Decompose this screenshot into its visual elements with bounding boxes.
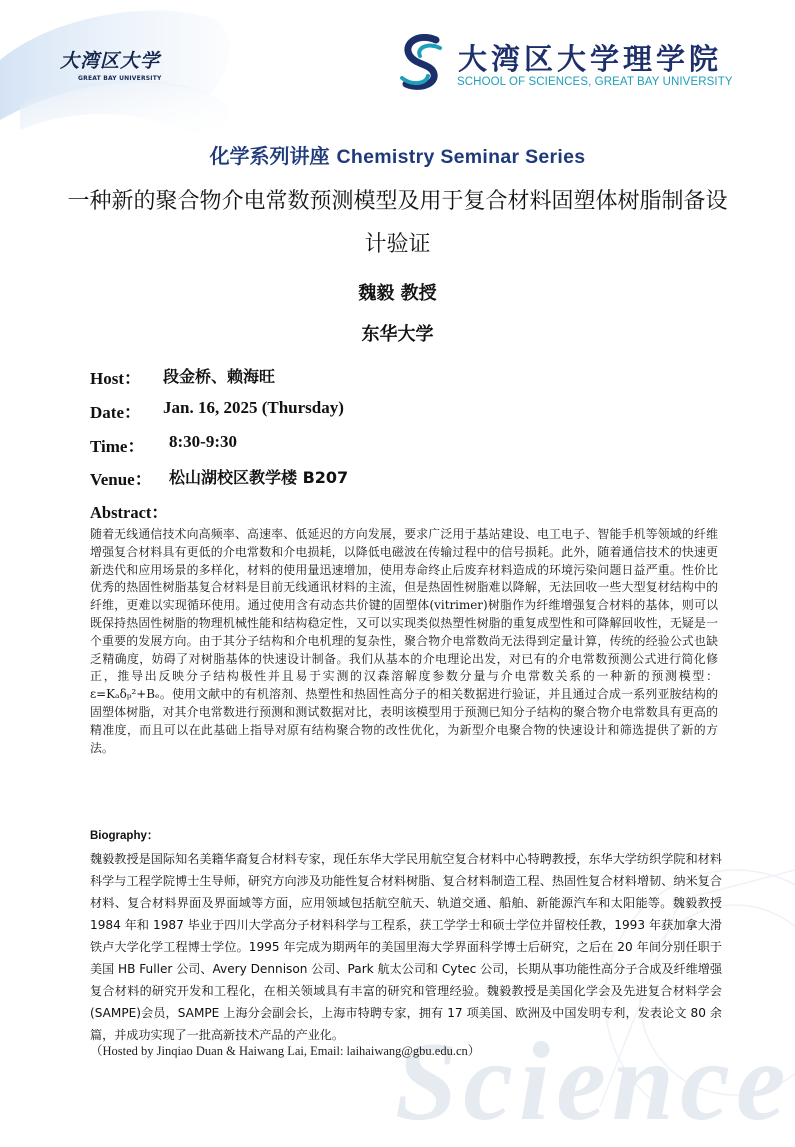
speaker-name: 魏毅 教授 xyxy=(358,283,437,304)
date-value: Jan. 16, 2025 (Thursday) xyxy=(163,398,344,417)
time-label: Time： xyxy=(90,437,145,456)
school-logo-en: SCHOOL OF SCIENCES, GREAT BAY UNIVERSITY xyxy=(457,76,733,88)
time-row xyxy=(90,432,237,456)
date-label: Date： xyxy=(90,403,141,422)
seminar-series-title xyxy=(0,140,795,169)
biography-label: Biography： xyxy=(90,830,159,842)
venue-value: 松山湖校区教学楼 B207 xyxy=(169,468,349,487)
host-label: Host： xyxy=(90,369,141,388)
lecture-title: 一种新的聚合物介电常数预测模型及用于复合材料固塑体树脂制备设计验证 xyxy=(67,189,728,257)
series-cn: 化学系列讲座 xyxy=(209,144,330,168)
science-watermark: Science xyxy=(395,1020,792,1144)
school-emblem-icon xyxy=(398,34,446,92)
gbu-logo xyxy=(60,46,200,82)
date-row xyxy=(90,398,344,422)
venue-row xyxy=(90,465,349,489)
hosted-by-note: （Hosted by Jinqiao Duan & Haiwang Lai, Email: laihaiwang@gbu.edu.cn） xyxy=(90,1044,481,1058)
time-value: 8:30-9:30 xyxy=(169,432,237,451)
gbu-logo-cn: 大湾区大学 xyxy=(60,50,161,72)
venue-label: Venue： xyxy=(90,470,152,489)
host-row xyxy=(90,364,276,388)
abstract-text: 随着无线通信技术向高频率、高速率、低延迟的方向发展，要求广泛用于基站建设、电工电子、智能手机等领域的纤维增强复合材料具有更低的介电常数和介电损耗，以降低电磁波在传输过程中的信号损耗。此外，随着通信技术的快速更新迭代和应用场景的多样化，材料的使用量迅速增加，使用寿命终止后废弃材料造成的环境污染问题日益严重。性价比优秀的热固性树脂基复合材料是目前无线通讯材料的主流，但是热固性树脂难以降解，无法回收一些大型复材结构中的纤维，更难以实现循环使用。通过使用含有动态共价键的固塑体(vitrimer)树脂作为纤维增强复合材料的基体，则可以既保持热固性树脂的物理机械性能和结构稳定性，又可以实现类似热塑性树脂的重复成型性和可降解回收性，无疑是一个重要的发展方向。由于其分子结构和介电机理的复杂性，聚合物介电常数尚无法得到定量计算，传统的经验公式也缺乏精确度，妨碍了对树脂基体的快速设计制备。我们从基本的介电理论出发，对已有的介电常数预测公式进行简化修正，推导出反映分子结构极性并且易于实测的汉森溶解度参数分量与介电常数关系的一种新的预测模型：ε=Kₐδₚ²+Bₑ。使用文献中的有机溶剂、热塑性和热固性高分子的相关数据进行验证，并且通过合成一系列亚胺结构的固塑体树脂，对其介电常数进行预测和测试数据对比，表明该模型用于预测已知分子结构的聚合物介电常数具有更高的精准度，而且可以在此基础上指导对原有结构聚合物的改性优化，为新型介电聚合物的快速设计和筛选提供了新的方法。 xyxy=(90,527,718,755)
series-en: Chemistry Seminar Series xyxy=(336,146,586,168)
speaker-affiliation: 东华大学 xyxy=(361,324,434,345)
school-of-sciences-logo xyxy=(398,34,768,96)
gbu-logo-en: GREAT BAY UNIVERSITY xyxy=(78,75,162,82)
host-value: 段金桥、赖海旺 xyxy=(163,367,276,386)
abstract-label: Abstract： xyxy=(90,503,168,522)
biography-text: 魏毅教授是国际知名美籍华裔复合材料专家，现任东华大学民用航空复合材料中心特聘教授，东华大学纺织学院和材料科学与工程学院博士生导师，研究方向涉及功能性复合材料树脂、复合材料制造工程、热固性复合材料增韧、纳米复合材料、复合材料界面及界面域等方面，应用领域包括航空航天、轨道交通、船舶、新能源汽车和太阳能等。魏毅教授 1984 年和 1987 毕业于四川大学高分子材料科学与工程系，获工学学士和硕士学位并留校任教，1993 年获加拿大滑铁卢大学化学工程博士学位。1995 年完成为期两年的美国里海大学界面科学博士后研究，之后在 20 年间分别任职于美国 HB Fuller 公司、Avery Dennison 公司、Park 航太公司和 Cytec 公司，长期从事功能性高分子合成及纤维增强复合材料的研究开发和工程化，在相关领域具有丰富的研究和管理经验。魏毅教授是美国化学会及先进复合材料学会(SAMPE)会员，SAMPE 上海分会副会长，上海市特聘专家，拥有 17 项美国、欧洲及中国发明专利，发表论文 80 余篇，并成功实现了一批高新技术产品的产业化。 xyxy=(90,852,722,1042)
school-logo-cn: 大湾区大学理学院 xyxy=(458,42,723,76)
